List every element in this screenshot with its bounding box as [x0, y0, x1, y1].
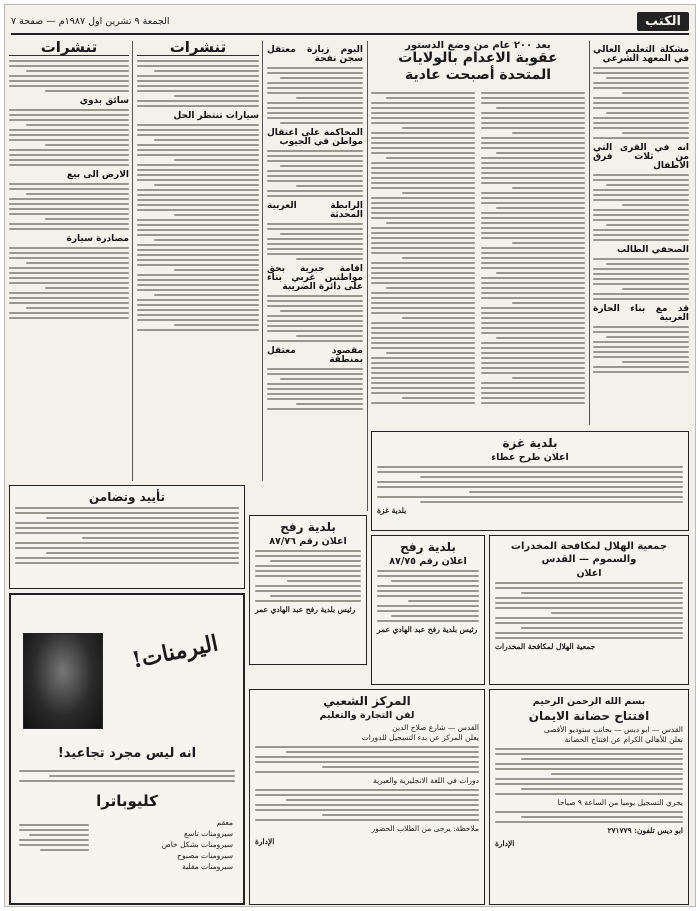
right-head-4: قد مع بناء الحارة الغربية	[593, 304, 689, 323]
page-header	[11, 9, 689, 35]
left-sub-3: مصادرة سيارة	[66, 234, 129, 244]
iman-line-2: تعلن للأهالي الكرام عن افتتاح الحضانة	[564, 735, 683, 744]
main-story-kicker: بعد ٢٠٠ عام من وضع الدستور	[405, 41, 551, 51]
short-head-4: اقامة جبرية بحق مواطنين غربي بناء على دائرة الضريبة	[267, 264, 363, 292]
cleopatra-item: سيرومنات بشكل خاص	[161, 840, 233, 849]
iman-title: افتتاح حضانة الايمان	[528, 709, 650, 723]
cleopatra-brand: كليوباترا	[96, 792, 158, 810]
cleopatra-big-word: اليرمنات!	[129, 630, 221, 674]
right-body-1	[593, 67, 689, 139]
ad-gaza-municipality	[371, 431, 689, 531]
right-head-2: انه في القرى التي من ثلاث فرق الاطفال	[593, 143, 689, 171]
newspaper-page	[4, 4, 696, 907]
marcaz-line-1: القدس — شارع صلاح الدين	[392, 723, 479, 732]
right-body-3	[593, 258, 689, 300]
support-title: تأييد وتضامن	[88, 490, 166, 504]
rafah2-subtitle: اعلان رقم ٨٧/٧٦	[269, 536, 347, 547]
right-head-3: الصحفي الطالب	[616, 245, 689, 255]
marcaz-title: المركز الشعبي	[323, 694, 411, 708]
briefs-column-2	[9, 41, 129, 481]
iman-basmala: بسم الله الرحمن الرحيم	[532, 696, 646, 707]
short-head-1: اليوم زيارة معتقل سجن نفحة	[267, 45, 363, 64]
rafah2-title: بلدية رفح	[280, 520, 336, 534]
marcaz-line-4: ملاحظة: يرجى من الطلاب الحضور	[371, 824, 479, 833]
iman-signature: الإدارة	[495, 839, 515, 848]
short-head-3: الرابطة العربية المحدثة	[267, 201, 363, 220]
marcaz-subtitle: لفن التجارة والتعليم	[319, 710, 415, 721]
left-sub-1: سائق بدوي	[79, 96, 129, 106]
right-news-column	[593, 41, 689, 425]
briefs-title-2: تنشرات	[9, 41, 129, 56]
right-body-4	[593, 326, 689, 373]
hilal-ad-subtitle: اعلان	[576, 568, 602, 579]
briefs-title-1: تنشرات	[137, 41, 259, 56]
ad-support	[9, 485, 245, 589]
right-head-1: مشكلة التعليم العالي في المعهد الشرعي	[593, 45, 689, 64]
marcaz-line-2: يعلن المركز عن بدء التسجيل للدورات	[361, 733, 479, 742]
iman-line-1: القدس — ابو ديس — بجانب ستوديو الأقصى	[543, 725, 683, 734]
marcaz-line-3: دورات في اللغة الانجليزية والعبرية	[373, 776, 479, 785]
main-story-col-1	[481, 89, 585, 407]
ad-rafah-2	[249, 515, 367, 665]
briefs-sub-1: سيارات تنتظر الحل	[173, 111, 259, 121]
cleopatra-item: سيرومنات مصبوح	[177, 851, 233, 860]
cleopatra-item: سيرومنات تاسع	[184, 829, 233, 838]
cleopatra-items	[93, 817, 233, 872]
cleopatra-item: معقم	[216, 818, 233, 827]
iman-phone: ابو ديس تلفون: ٢٧١٧٧٩	[607, 826, 683, 835]
ad-hilal-society	[489, 535, 689, 685]
main-story	[371, 41, 585, 425]
rafah1-subtitle: اعلان رقم ٨٧/٧٥	[389, 556, 467, 567]
ad-cleopatra	[9, 593, 245, 905]
gaza-ad-title: بلدية غزة	[502, 436, 558, 450]
main-story-col-2	[371, 89, 475, 407]
short-head-5: مقصود معتقل بمنطقة	[267, 346, 363, 365]
marcaz-signature: الإدارة	[255, 837, 275, 846]
left-sub-2: الارض الى بيع	[66, 170, 129, 180]
rafah1-title: بلدية رفح	[400, 540, 456, 554]
hilal-ad-signature: جمعية الهلال لمكافحة المخدرات	[495, 642, 596, 651]
cleopatra-tagline: انه ليس مجرد تجاعيد!	[57, 746, 197, 761]
ad-rafah-1	[371, 535, 485, 685]
iman-line-3: يجري التسجيل يوميا من الساعة ٩ صباحا	[557, 798, 683, 807]
hilal-ad-title: جمعية الهلال لمكافحة المخدرات والسموم — القدس	[510, 541, 668, 565]
model-photo	[23, 633, 103, 729]
short-head-2: المحاكمة على اعتقال مواطن في الجيوب	[267, 128, 363, 147]
briefs-column-1	[137, 41, 259, 481]
rafah2-signature: رئيس بلدية رفح عبد الهادي عمر	[255, 605, 356, 614]
right-body-2	[593, 174, 689, 241]
cleopatra-item: سيرومنات مقلية	[182, 862, 233, 871]
short-news-column	[267, 41, 363, 511]
ad-popular-center	[249, 689, 485, 905]
paper-logo: الكتب	[637, 12, 689, 31]
ad-iman-nursery	[489, 689, 689, 905]
rafah1-signature: رئيس بلدية رفح عبد الهادي عمر	[377, 625, 478, 634]
gaza-ad-subtitle: اعلان طرح عطاء	[491, 452, 569, 463]
main-story-headline: عقوبة الاعدام بالولايات المتحدة أصبحت عادية	[398, 50, 558, 83]
dateline: الجمعة ٩ تشرين اول ١٩٨٧م — صفحة ٧	[11, 15, 170, 27]
gaza-ad-signature: بلدية غزة	[377, 506, 407, 515]
